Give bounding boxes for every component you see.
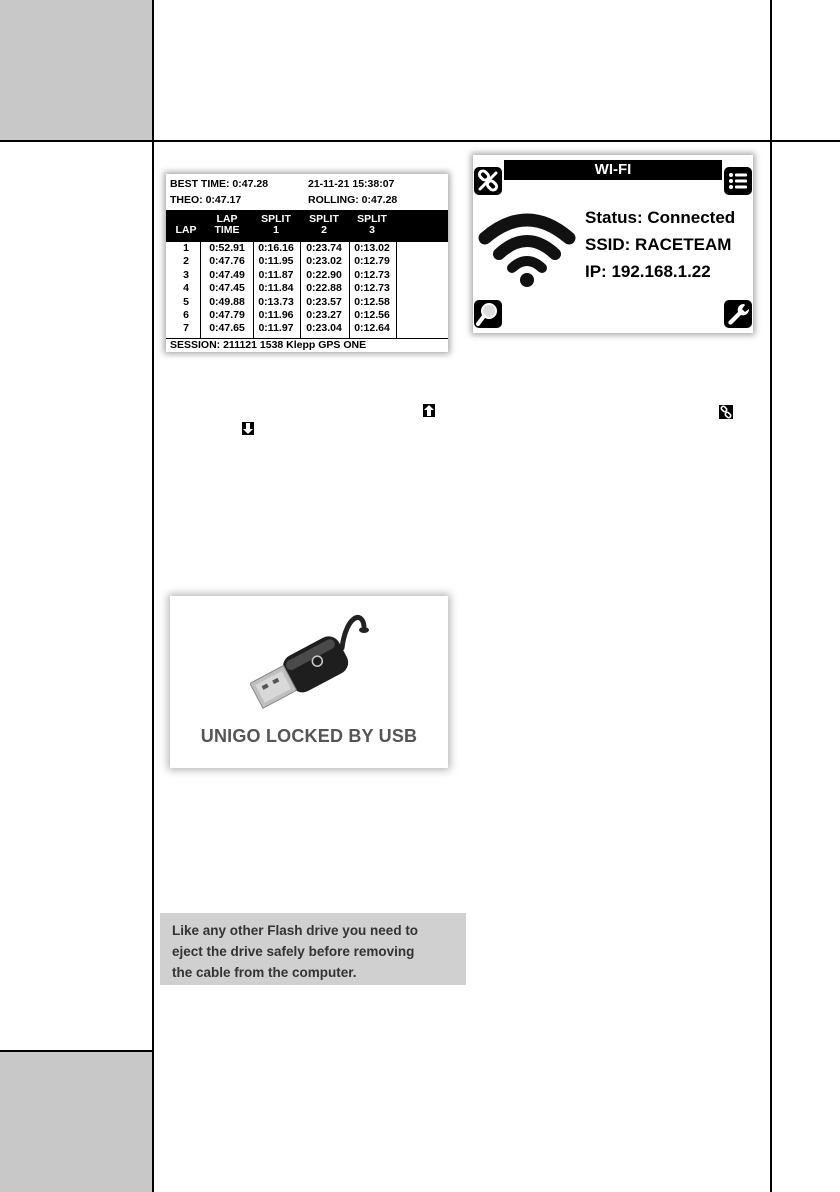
search-icon[interactable] — [474, 300, 502, 328]
header-split2: 2 — [321, 224, 327, 236]
wifi-ssid: SSID: RACETEAM — [585, 235, 732, 254]
lap-time-cell: 0:23.57 — [306, 295, 342, 308]
lap-time-cell: 0:47.79 — [209, 309, 245, 321]
arrow-up-icon — [423, 404, 435, 417]
lap-time-cell: 0:12.73 — [354, 282, 390, 295]
lap-time-cell: 0:12.58 — [354, 295, 390, 308]
lap-table-footer — [166, 338, 448, 352]
wifi-signal-icon — [475, 202, 579, 288]
header-split2-top: SPLIT — [309, 213, 339, 225]
wifi-title: WI-FI — [504, 160, 722, 180]
link-icon-inline — [719, 405, 733, 419]
lap-time-cell: 0:12.56 — [354, 309, 390, 321]
header-laptime-top: LAP — [216, 213, 238, 225]
lap-time-cell: 0:13.73 — [258, 295, 294, 308]
lap-number-cell: 6 — [183, 309, 189, 321]
usb-cable-icon — [250, 606, 380, 724]
session-label: SESSION: 211121 1538 Klepp GPS ONE — [170, 339, 367, 351]
usb-locked-message: UNIGO LOCKED BY USB — [200, 726, 418, 746]
lap-time-cell: 0:11.97 — [258, 322, 294, 335]
header-lap: LAP — [175, 224, 197, 236]
lap-time-cell: 0:23.02 — [306, 255, 342, 268]
header-split1-top: SPLIT — [261, 213, 291, 225]
wifi-ip: IP: 192.168.1.22 — [585, 262, 711, 281]
menu-list-icon[interactable] — [724, 167, 752, 195]
lap-number-cell: 1 — [183, 242, 189, 254]
lap-time-cell: 0:47.49 — [209, 268, 245, 281]
wifi-status: Status: Connected — [585, 208, 736, 227]
lap-number-cell: 5 — [183, 295, 189, 308]
header-laptime: TIME — [214, 224, 240, 236]
note-line-1: Like any other Flash drive you need to — [172, 923, 419, 938]
wrench-icon[interactable] — [724, 300, 752, 328]
lap-time-cell: 0:11.96 — [258, 309, 294, 321]
lap-time-cell: 0:23.74 — [306, 242, 342, 254]
header-split3: 3 — [369, 224, 375, 236]
note-text — [160, 913, 466, 983]
note-line-3: the cable from the computer. — [172, 965, 357, 980]
header-rule — [0, 140, 840, 142]
lap-time-cell: 0:12.64 — [354, 322, 390, 335]
lap-number-cell: 3 — [183, 268, 189, 281]
bottom-grey-tab — [0, 1051, 153, 1192]
left-margin-rule — [152, 0, 154, 1192]
lap-time-cell: 0:16.16 — [258, 242, 294, 254]
split3-column-border — [396, 242, 397, 339]
link-icon[interactable] — [474, 167, 502, 195]
usb-locked-screen — [170, 596, 448, 768]
lap-time-cell: 0:12.73 — [354, 268, 390, 281]
lap-time-cell: 0:12.79 — [354, 255, 390, 268]
lap-time-cell: 0:23.04 — [306, 322, 342, 335]
lap-number-cell: 2 — [183, 255, 189, 268]
lap-time-cell: 0:23.27 — [306, 309, 342, 321]
lap-time-cell: 0:47.65 — [209, 322, 245, 335]
lap-time-cell: 0:11.95 — [258, 255, 294, 268]
arrow-down-icon — [242, 422, 254, 435]
lap-table-header — [166, 210, 448, 242]
lap-time-cell: 0:11.84 — [258, 282, 294, 295]
lap-time-cell: 0:47.45 — [209, 282, 245, 295]
right-margin-rule — [770, 0, 772, 1192]
theo-time-label: THEO: 0:47.17 — [170, 194, 242, 206]
lap-time-cell: 0:22.88 — [306, 282, 342, 295]
lap-time-cell: 0:47.76 — [209, 255, 245, 268]
footer-rule — [0, 1050, 153, 1052]
header-split1: 1 — [273, 224, 279, 236]
lap-times-screen — [166, 174, 448, 352]
lap-time-cell: 0:11.87 — [258, 268, 294, 281]
rolling-time-label: ROLLING: 0:47.28 — [308, 194, 398, 206]
lap-number-cell: 7 — [183, 322, 189, 335]
top-grey-tab — [0, 0, 153, 141]
wifi-screen — [473, 155, 753, 333]
lap-number-cell: 4 — [183, 282, 189, 295]
lap-time-cell: 0:52.91 — [209, 242, 245, 254]
lap-time-cell: 0:49.88 — [209, 295, 245, 308]
lap-time-cell: 0:22.90 — [306, 268, 342, 281]
best-time-label: BEST TIME: 0:47.28 — [170, 178, 269, 190]
note-line-2: eject the drive safely before removing — [172, 944, 415, 959]
session-datetime: 21-11-21 15:38:07 — [308, 178, 395, 190]
lap-time-cell: 0:13.02 — [354, 242, 390, 254]
note-box — [160, 913, 466, 985]
header-split3-top: SPLIT — [357, 213, 387, 225]
